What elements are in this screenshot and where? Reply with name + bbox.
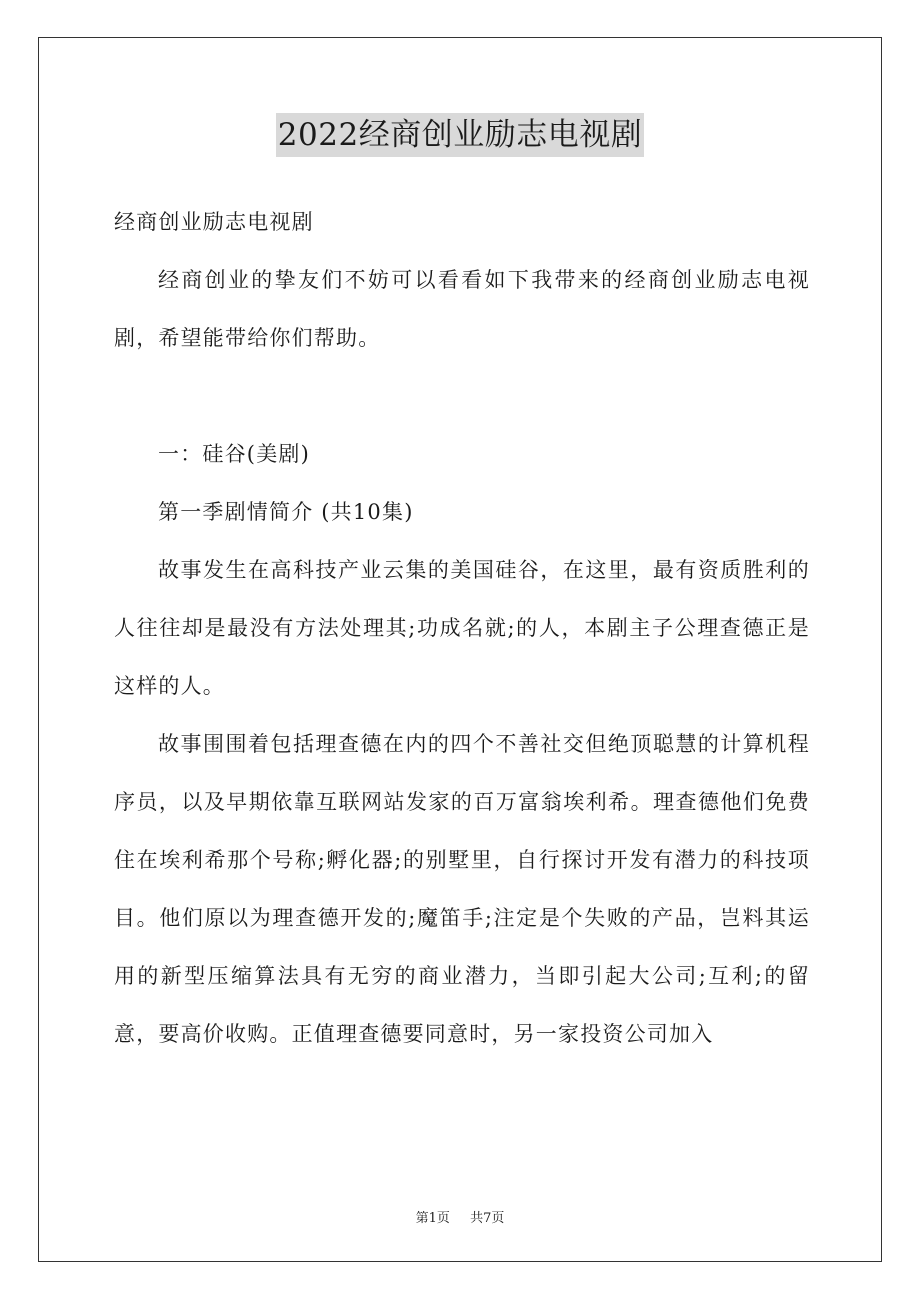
story-paragraph-1: 故事发生在高科技产业云集的美国硅谷，在这里，最有资质胜利的人往往却是最没有方法处理其;功成名就;的人，本剧主子公理查德正是这样的人。 bbox=[114, 558, 810, 698]
document-body bbox=[114, 193, 810, 1063]
page-number: 第1页 bbox=[415, 1211, 450, 1226]
document-title-container bbox=[0, 113, 920, 157]
document-title: 2022经商创业励志电视剧 bbox=[276, 113, 644, 157]
page-footer bbox=[0, 1207, 920, 1226]
subtitle-paragraph: 经商创业励志电视剧 bbox=[114, 210, 314, 234]
section-heading: 一：硅谷(美剧) bbox=[158, 442, 310, 466]
page-total: 共7页 bbox=[470, 1211, 505, 1226]
season-heading: 第一季剧情简介 (共10集) bbox=[158, 500, 414, 524]
intro-paragraph: 经商创业的挚友们不妨可以看看如下我带来的经商创业励志电视剧，希望能带给你们帮助。 bbox=[114, 268, 810, 350]
story-paragraph-2: 故事围围着包括理查德在内的四个不善社交但绝顶聪慧的计算机程序员，以及早期依靠互联网站发家的百万富翁埃利希。理查德他们免费住在埃利希那个号称;孵化器;的别墅里，自行探讨开发有潜力的科技项目。他们原以为理查德开发的;魔笛手;注定是个失败的产品，岂料其运用的新型压缩算法具有无穷的商业潜力，当即引起大公司;互利;的留意，要高价收购。正值理查德要同意时，另一家投资公司加入 bbox=[114, 732, 810, 1046]
